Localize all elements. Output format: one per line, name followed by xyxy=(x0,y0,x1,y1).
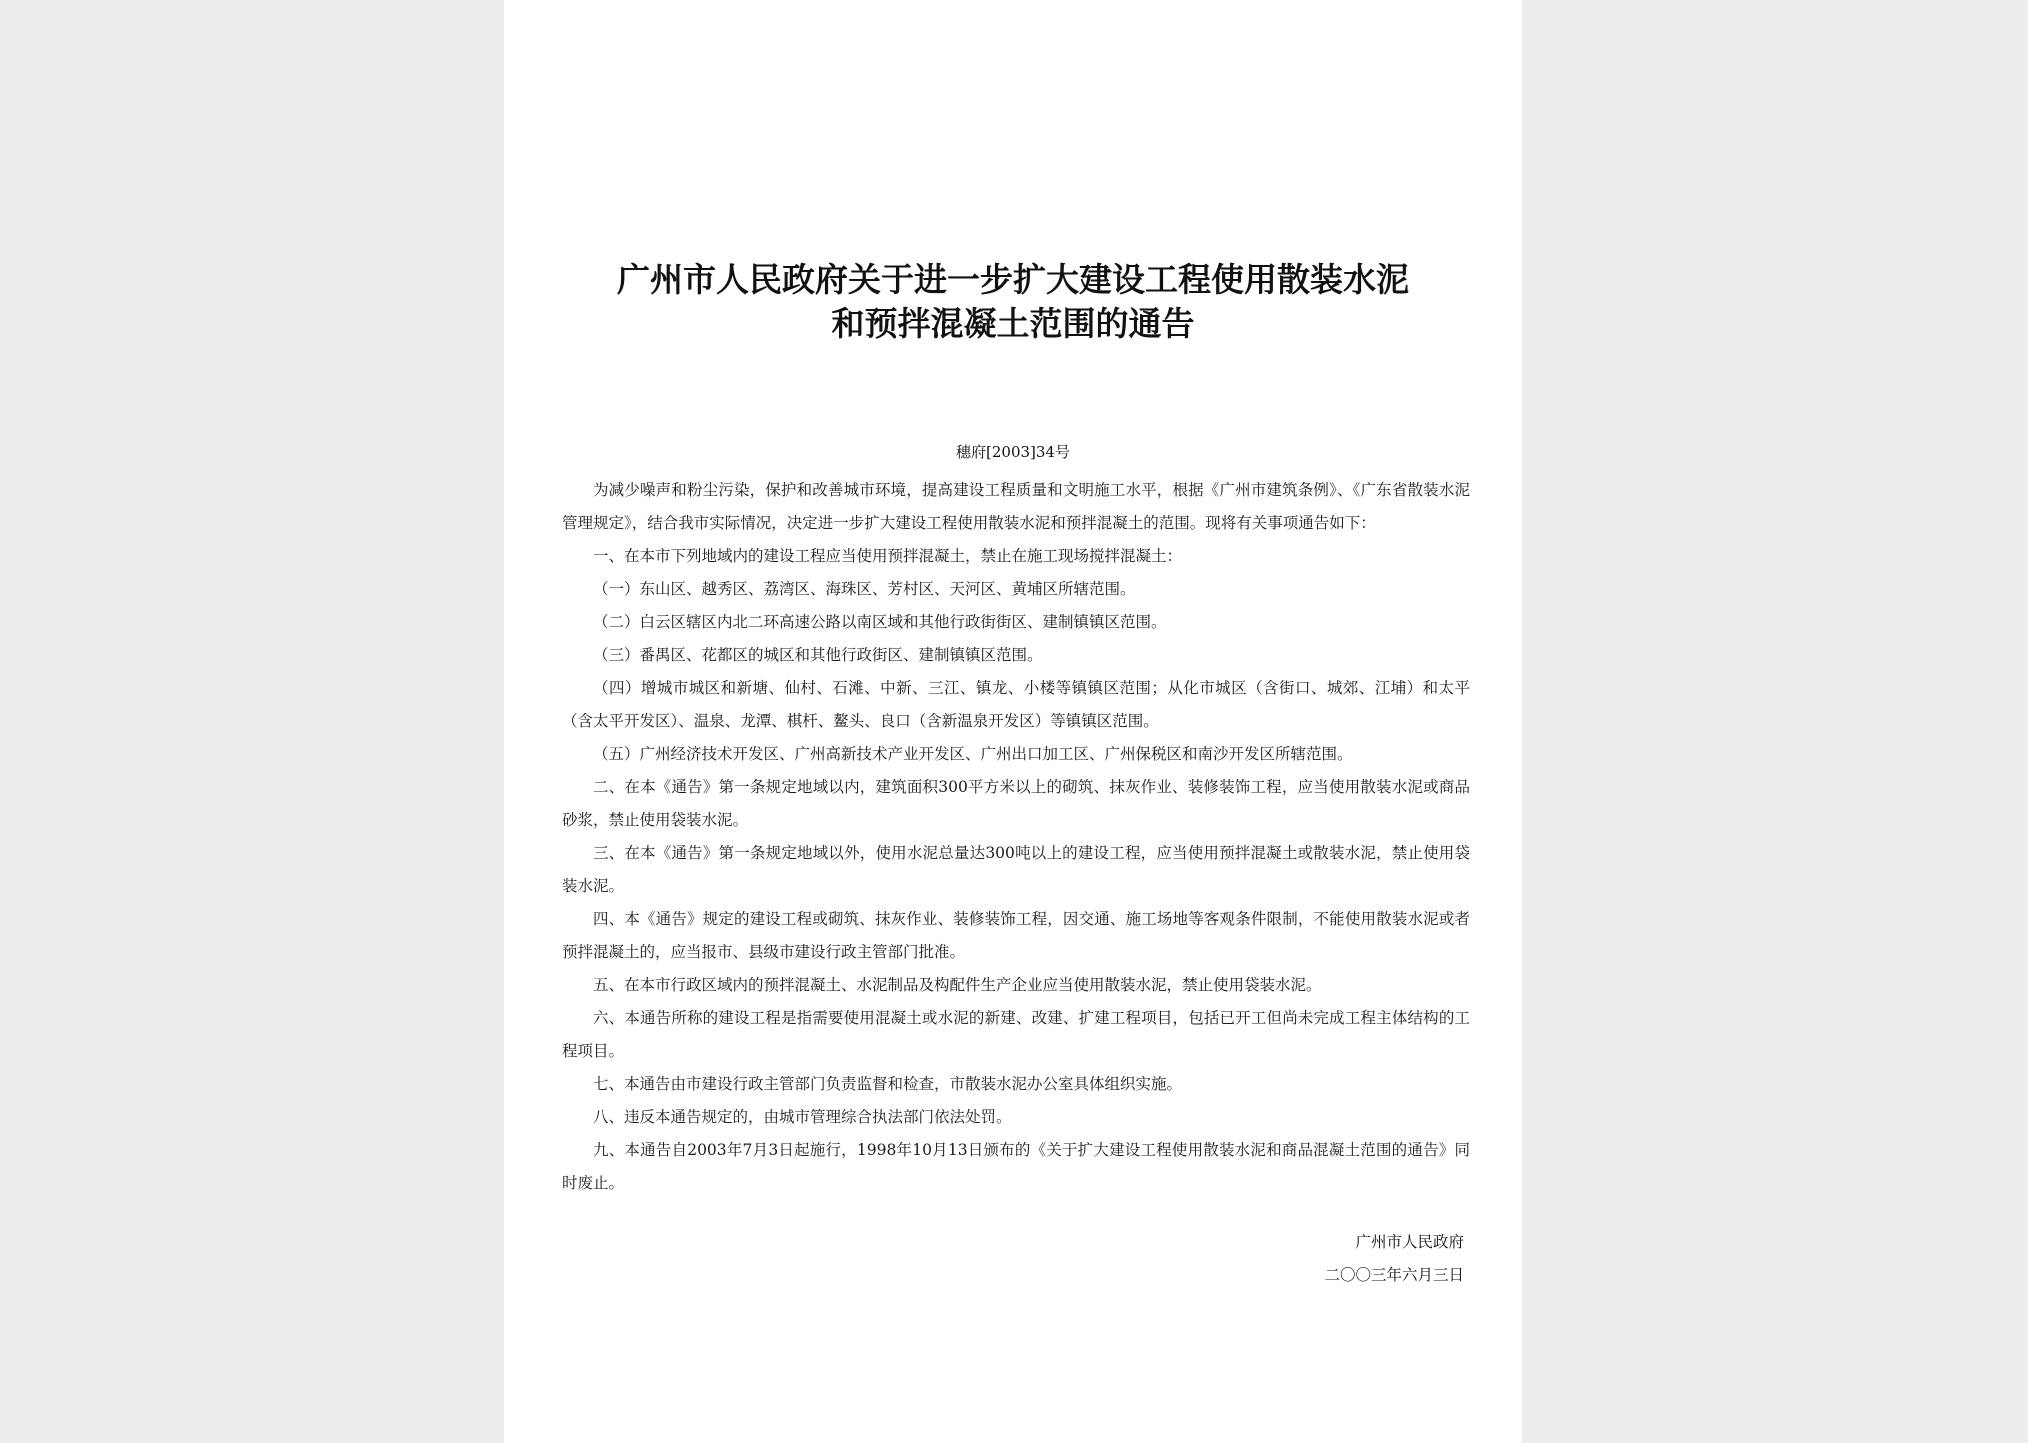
paragraph-article-1: 一、在本市下列地域内的建设工程应当使用预拌混凝土，禁止在施工现场搅拌混凝土： xyxy=(593,547,1183,565)
document-title xyxy=(544,258,1482,346)
document-page xyxy=(504,0,1522,1443)
paragraph-article-2: 二、在本《通告》第一条规定地域以内，建筑面积300平方米以上的砌筑、抹灰作业、装修装饰工程，应当使用散装水泥或商品砂浆，禁止使用袋装水泥。 xyxy=(562,778,1470,829)
document-body xyxy=(562,474,1470,1200)
title-line-1: 广州市人民政府关于进一步扩大建设工程使用散装水泥 xyxy=(617,260,1409,299)
title-line-2: 和预拌混凝土范围的通告 xyxy=(831,304,1195,343)
paragraph-preamble: 为减少噪声和粉尘污染，保护和改善城市环境，提高建设工程质量和文明施工水平，根据《广州市建筑条例》、《广东省散装水泥管理规定》，结合我市实际情况，决定进一步扩大建设工程使用散装水泥和预拌混凝土的范围。现将有关事项通告如下： xyxy=(562,481,1470,532)
paragraph-article-4: 四、本《通告》规定的建设工程或砌筑、抹灰作业、装修装饰工程，因交通、施工场地等客观条件限制，不能使用散装水泥或者预拌混凝土的，应当报市、县级市建设行政主管部门批准。 xyxy=(562,910,1470,961)
signature-organization: 广州市人民政府 xyxy=(1355,1233,1464,1251)
paragraph-article-6: 六、本通告所称的建设工程是指需要使用混凝土或水泥的新建、改建、扩建工程项目，包括已开工但尚未完成工程主体结构的工程项目。 xyxy=(562,1009,1470,1060)
paragraph-item-3: （三）番禺区、花都区的城区和其他行政街区、建制镇镇区范围。 xyxy=(593,646,1043,664)
paragraph-item-2: （二）白云区辖区内北二环高速公路以南区域和其他行政街街区、建制镇镇区范围。 xyxy=(593,613,1167,631)
paragraph-article-7: 七、本通告由市建设行政主管部门负责监督和检查，市散装水泥办公室具体组织实施。 xyxy=(593,1075,1183,1093)
signature-date: 二〇〇三年六月三日 xyxy=(1324,1266,1464,1284)
paragraph-article-5: 五、在本市行政区域内的预拌混凝土、水泥制品及构配件生产企业应当使用散装水泥，禁止使用袋装水泥。 xyxy=(593,976,1322,994)
paragraph-item-4: （四）增城市城区和新塘、仙村、石滩、中新、三江、镇龙、小楼等镇镇区范围；从化市城区（含街口、城郊、江埔）和太平（含太平开发区）、温泉、龙潭、棋杆、鳌头、良口（含新温泉开发区）等镇镇区范围。 xyxy=(562,679,1470,730)
paragraph-article-3: 三、在本《通告》第一条规定地域以外，使用水泥总量达300吨以上的建设工程，应当使用预拌混凝土或散装水泥，禁止使用袋装水泥。 xyxy=(562,844,1470,895)
paragraph-item-5: （五）广州经济技术开发区、广州高新技术产业开发区、广州出口加工区、广州保税区和南沙开发区所辖范围。 xyxy=(593,745,1353,763)
paragraph-article-8: 八、违反本通告规定的，由城市管理综合执法部门依法处罚。 xyxy=(593,1108,1012,1126)
paragraph-item-1: （一）东山区、越秀区、荔湾区、海珠区、芳村区、天河区、黄埔区所辖范围。 xyxy=(593,580,1136,598)
document-number: 穗府[2003]34号 xyxy=(956,443,1070,461)
paragraph-article-9: 九、本通告自2003年7月3日起施行，1998年10月13日颁布的《关于扩大建设工程使用散装水泥和商品混凝土范围的通告》同时废止。 xyxy=(562,1141,1470,1192)
